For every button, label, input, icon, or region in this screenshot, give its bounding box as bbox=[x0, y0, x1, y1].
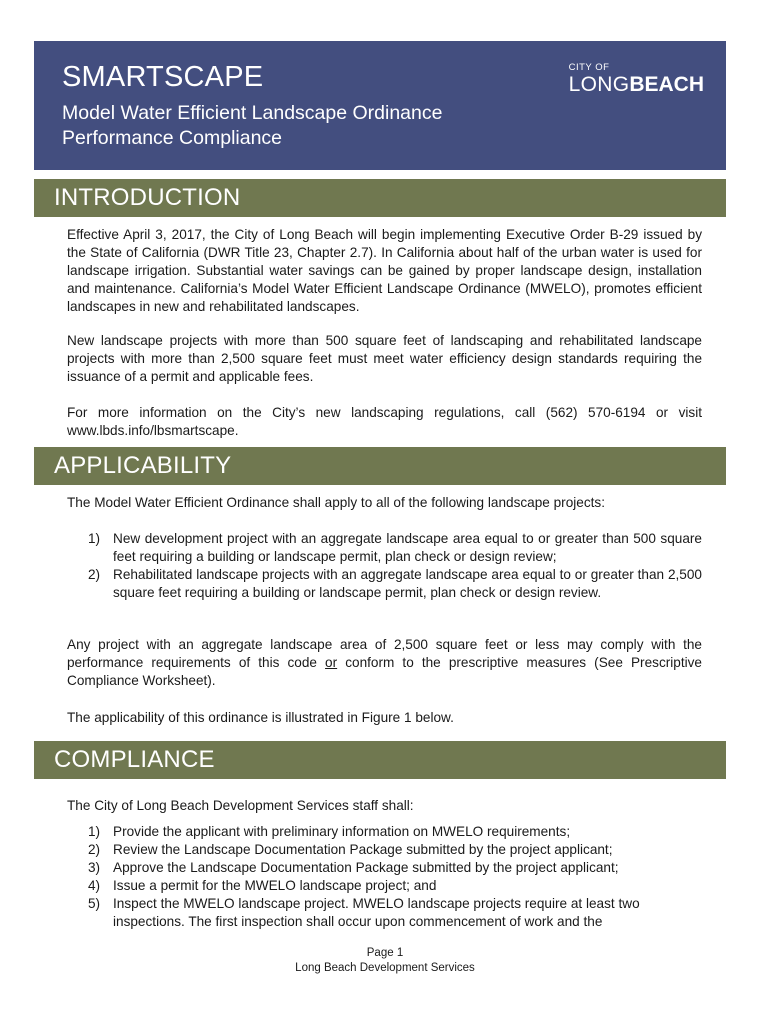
introduction-heading-band bbox=[34, 179, 726, 217]
page-number: Page 1 bbox=[366, 947, 404, 959]
compliance-intro: The City of Long Beach Development Services staff shall: bbox=[67, 798, 414, 813]
list-item-number: 4) bbox=[88, 878, 101, 893]
list-item-text: Approve the Landscape Documentation Package submitted by the project applicant; bbox=[113, 860, 619, 875]
applicability-paragraph-any bbox=[67, 636, 702, 690]
list-item-number: 3) bbox=[88, 860, 101, 875]
city-of-long-beach-logo bbox=[569, 63, 704, 97]
compliance-heading-band bbox=[34, 741, 726, 779]
applicability-paragraph-figure: The applicability of this ordinance is illustrated in Figure 1 below. bbox=[67, 710, 454, 725]
underlined-or: or bbox=[325, 655, 338, 670]
subtitle-line-1: Model Water Efficient Landscape Ordinance bbox=[62, 102, 443, 124]
document-subtitle bbox=[62, 101, 582, 151]
subtitle-line-2: Performance Compliance bbox=[62, 127, 283, 149]
list-item bbox=[67, 877, 702, 895]
list-item-text: Inspect the MWELO landscape project. MWELO landscape projects require at least two inspections. The first inspection shall occur upon commencement of work and the bbox=[113, 896, 640, 929]
applicability-heading-band bbox=[34, 447, 726, 485]
compliance-list bbox=[67, 823, 702, 931]
introduction-paragraph-3: For more information on the City’s new landscaping regulations, call (562) 570-6194 or visit www.lbds.info/lbsmartscape. bbox=[67, 405, 702, 438]
header-band bbox=[34, 41, 726, 170]
list-item-number: 2) bbox=[88, 842, 101, 857]
list-item bbox=[67, 895, 702, 931]
list-item-number: 1) bbox=[88, 531, 101, 546]
page-footer bbox=[0, 946, 770, 976]
applicability-list bbox=[67, 530, 702, 602]
list-item bbox=[67, 530, 702, 566]
list-item bbox=[67, 859, 702, 877]
paragraph-text: Any project with an aggregate landscape area of 2,500 square feet or less may comply with the performance requirements of this code bbox=[67, 637, 702, 670]
compliance-heading: COMPLIANCE bbox=[54, 746, 215, 773]
applicability-heading: APPLICABILITY bbox=[54, 452, 232, 479]
applicability-intro: The Model Water Efficient Ordinance shall apply to all of the following landscape projects: bbox=[67, 495, 605, 510]
introduction-heading: INTRODUCTION bbox=[54, 184, 241, 211]
list-item-text: Review the Landscape Documentation Package submitted by the project applicant; bbox=[113, 842, 613, 857]
paragraph-text: conform to the prescriptive measures (See Prescriptive Compliance Worksheet). bbox=[67, 655, 702, 688]
introduction-paragraph-2: New landscape projects with more than 500 square feet of landscaping and rehabilitated landscape projects with more than 2,500 square feet must meet water efficiency design standards requiring the issuance of a permit and applicable fees. bbox=[67, 333, 702, 384]
footer-organization: Long Beach Development Services bbox=[295, 962, 475, 974]
list-item-number: 2) bbox=[88, 567, 101, 582]
logo-long: LONG bbox=[568, 73, 630, 96]
list-item-number: 5) bbox=[88, 896, 101, 911]
list-item bbox=[67, 566, 702, 602]
list-item-text: Rehabilitated landscape projects with an aggregate landscape area equal to or greater than 2,500 square feet requiring a building or landscape permit, plan check or design review. bbox=[113, 567, 702, 600]
logo-city-of: CITY OF bbox=[568, 62, 610, 73]
list-item-text: New development project with an aggregate landscape area equal to or greater than 500 square feet requiring a building or landscape permit, plan check or design review; bbox=[113, 531, 702, 564]
introduction-paragraph-1: Effective April 3, 2017, the City of Long Beach will begin implementing Executive Order B-29 issued by the State of California (DWR Title 23, Chapter 2.7). In California about half of the urban water is used for landscape irrigation. Substantial water savings can be gained by proper landscape design, installation and maintenance. California’s Model Water Efficient Landscape Ordinance (MWELO), promotes efficient landscapes in new and rehabilitated landscapes. bbox=[67, 227, 702, 314]
logo-beach: BEACH bbox=[629, 73, 704, 96]
list-item bbox=[67, 823, 702, 841]
list-item-text: Issue a permit for the MWELO landscape project; and bbox=[113, 878, 437, 893]
document-title: SMARTSCAPE bbox=[62, 61, 264, 93]
list-item-text: Provide the applicant with preliminary information on MWELO requirements; bbox=[113, 824, 571, 839]
list-item bbox=[67, 841, 702, 859]
list-item-number: 1) bbox=[88, 824, 101, 839]
